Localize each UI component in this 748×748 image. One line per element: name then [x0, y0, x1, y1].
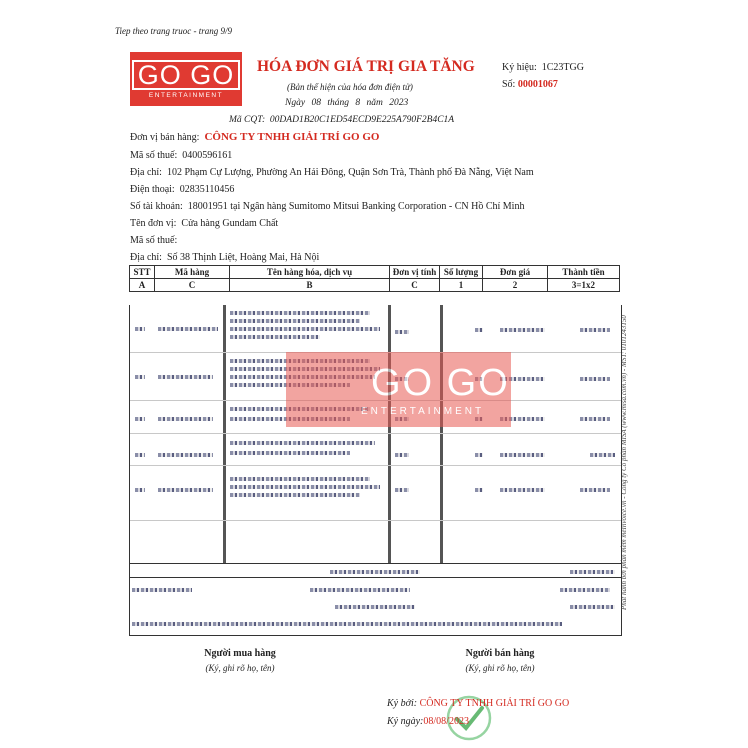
buyer-signature-block: [170, 648, 310, 673]
redacted-text: [132, 588, 192, 592]
column-divider: [223, 305, 226, 563]
seller-tax-label: Mã số thuế:: [130, 150, 178, 161]
row-divider: [130, 520, 621, 521]
redacted-text: [335, 605, 415, 609]
header-code: Mã hàng: [155, 266, 230, 279]
signed-date-value: 08/08/2023: [423, 716, 469, 727]
code-b: B: [230, 279, 390, 292]
seller-name-label: Đơn vị bán hàng:: [130, 132, 200, 143]
seller-account-label: Số tài khoản:: [130, 201, 183, 212]
code-3: 3=1x2: [548, 279, 620, 292]
logo-watermark: [286, 352, 511, 427]
seller-signature-note: (Ký, ghi rõ họ, tên): [465, 663, 535, 673]
redacted-text: [500, 328, 545, 332]
items-code-row: [130, 279, 620, 292]
redacted-text: [158, 375, 213, 379]
invoice-title: HÓA ĐƠN GIÁ TRỊ GIA TĂNG: [257, 58, 475, 75]
buyer-signature-note: (Ký, ghi rõ họ, tên): [205, 663, 275, 673]
invoice-serial: [502, 62, 584, 73]
items-header-row: [130, 266, 620, 279]
page-continuation-note: Tiep theo trang truoc - trang 9/9: [115, 26, 232, 36]
code-1: 1: [440, 279, 483, 292]
buyer-address: Số 38 Thịnh Liệt, Hoàng Mai, Hà Nội: [166, 252, 320, 263]
seller-address-label: Địa chỉ:: [130, 167, 162, 178]
redacted-text: [500, 488, 545, 492]
header-price: Đơn giá: [483, 266, 548, 279]
serial-value: 1C23TGG: [541, 62, 584, 73]
header-stt: STT: [130, 266, 155, 279]
header-name: Tên hàng hóa, dịch vụ: [230, 266, 390, 279]
redacted-text: [230, 451, 350, 455]
seller-tax-row: [130, 148, 232, 163]
signed-by-label: Ký bởi:: [387, 698, 418, 709]
invoice-subtitle: (Bản thể hiện của hóa đơn điện tử): [287, 82, 413, 92]
redacted-text: [158, 488, 213, 492]
redacted-text: [475, 453, 483, 457]
header-qty: Số lượng: [440, 266, 483, 279]
buyer-unit-label: Tên đơn vị:: [130, 218, 177, 229]
redacted-text: [475, 488, 483, 492]
buyer-address-label: Địa chỉ:: [130, 252, 162, 263]
row-divider: [130, 465, 621, 466]
watermark-main-text: GO GO: [371, 362, 510, 404]
redacted-text: [500, 453, 545, 457]
signed-date-label: Ký ngày:: [387, 716, 424, 727]
invoice-date: [285, 98, 408, 108]
seller-address: 102 Phạm Cự Lượng, Phường An Hải Đông, Quận Sơn Trà, Thành phố Đà Nẵng, Việt Nam: [166, 167, 534, 178]
redacted-text: [132, 622, 562, 626]
serial-label: Ký hiệu:: [502, 62, 537, 73]
buyer-unit-row: [130, 216, 278, 231]
items-table: [129, 265, 620, 292]
seller-tax-code: 0400596161: [182, 150, 233, 161]
buyer-tax-label: Mã số thuế:: [130, 235, 178, 246]
signed-by: [387, 698, 569, 709]
header-amount: Thành tiền: [548, 266, 620, 279]
redacted-text: [395, 488, 409, 492]
seller-name-row: [130, 130, 379, 145]
row-divider: [130, 433, 621, 434]
date-year: 2023: [389, 98, 409, 108]
redacted-text: [135, 327, 145, 331]
seller-address-row: [130, 165, 534, 180]
redacted-text: [230, 485, 380, 489]
redacted-text: [395, 330, 409, 334]
seller-phone-row: [130, 182, 234, 197]
code-2: 2: [483, 279, 548, 292]
buyer-signature-title: Người mua hàng: [204, 648, 276, 659]
cqt-code: [229, 115, 454, 125]
seller-signature-block: [430, 648, 570, 673]
code-a: A: [130, 279, 155, 292]
redacted-text: [570, 605, 615, 609]
code-c2: C: [390, 279, 440, 292]
column-divider: [388, 305, 391, 563]
redacted-text: [230, 477, 370, 481]
redacted-text: [230, 319, 360, 323]
redacted-text: [580, 488, 610, 492]
redacted-text: [475, 328, 483, 332]
redacted-text: [135, 375, 145, 379]
seller-account: 18001951 tại Ngân hàng Sumitomo Mitsui Banking Corporation - CN Hồ Chí Minh: [187, 201, 525, 212]
redacted-text: [310, 588, 410, 592]
watermark-sub-text: ENTERTAINMENT: [361, 406, 485, 417]
invoice-number: [502, 79, 558, 90]
redacted-text: [135, 488, 145, 492]
buyer-tax-row: [130, 233, 177, 248]
redacted-text: [330, 570, 420, 574]
column-divider: [440, 305, 443, 563]
redacted-text: [230, 311, 370, 315]
table-total-divider: [130, 577, 621, 578]
date-day-label: Ngày: [285, 98, 306, 108]
seller-phone-label: Điện thoại:: [130, 184, 175, 195]
header-unit: Đơn vị tính: [390, 266, 440, 279]
buyer-address-row: [130, 250, 319, 265]
redacted-text: [590, 453, 615, 457]
seller-name: CÔNG TY TNHH GIẢI TRÍ GO GO: [204, 131, 380, 143]
company-logo: [130, 52, 242, 106]
code-c: C: [155, 279, 230, 292]
redacted-text: [230, 493, 360, 497]
date-month: 8: [355, 98, 361, 108]
redacted-text: [580, 417, 610, 421]
table-total-divider: [130, 563, 621, 564]
software-side-note: Phát hành bởi phần mềm meInvoice.vn - Công ty Cổ phần MISA (www.misa.com.vn) - MST: 0101243150: [620, 315, 628, 610]
number-value: 00001067: [517, 79, 558, 90]
redacted-text: [158, 327, 218, 331]
redacted-text: [135, 417, 145, 421]
buyer-unit: Cửa hàng Gundam Chất: [181, 218, 279, 229]
redacted-text: [580, 328, 610, 332]
date-month-label: tháng: [327, 98, 349, 108]
seller-phone: 02835110456: [179, 184, 235, 195]
logo-main-text: GO GO: [132, 60, 241, 90]
date-year-label: năm: [366, 98, 383, 108]
logo-sub-text: ENTERTAINMENT: [148, 91, 224, 99]
cqt-label: Mã CQT:: [229, 115, 266, 125]
signed-by-value: CÔNG TY TNHH GIẢI TRÍ GO GO: [419, 698, 570, 709]
redacted-text: [230, 441, 375, 445]
redacted-text: [570, 570, 615, 574]
seller-account-row: [130, 199, 524, 214]
redacted-text: [135, 453, 145, 457]
redacted-text: [158, 417, 213, 421]
redacted-text: [560, 588, 610, 592]
redacted-text: [580, 377, 610, 381]
date-day: 08: [311, 98, 321, 108]
redacted-text: [158, 453, 213, 457]
signed-date: [387, 716, 469, 727]
seller-signature-title: Người bán hàng: [465, 648, 535, 659]
redacted-text: [395, 453, 409, 457]
redacted-text: [230, 335, 320, 339]
redacted-text: [230, 327, 380, 331]
number-label: Số:: [502, 79, 516, 90]
cqt-value: 00DAD1B20C1ED54ECD9E225A790F2B4C1A: [269, 115, 455, 125]
